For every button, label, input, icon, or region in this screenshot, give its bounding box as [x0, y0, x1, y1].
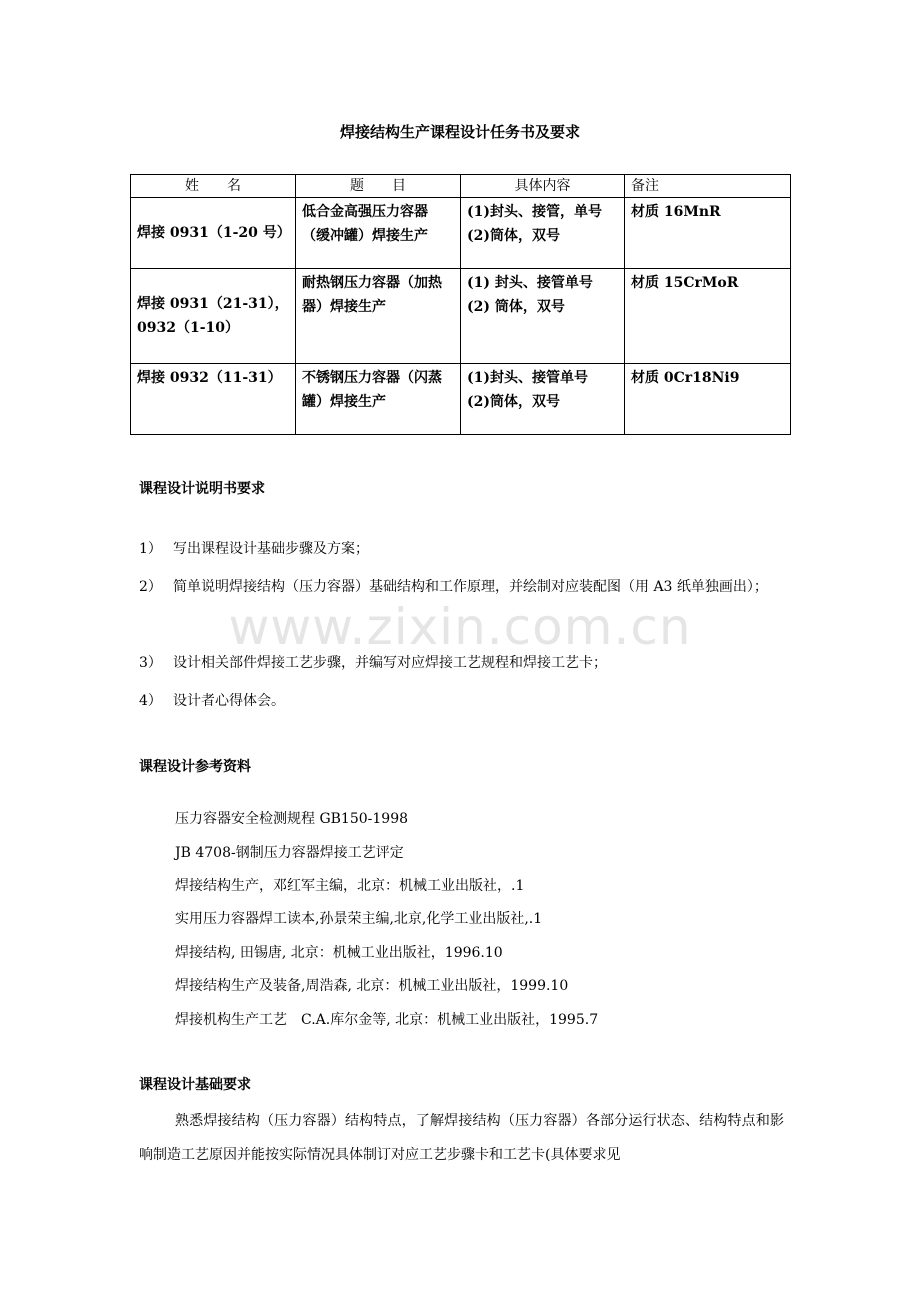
cell-note: 材质 0Cr18Ni9 [625, 364, 791, 435]
cell-topic: 低合金高强压力容器（缓冲罐）焊接生产 [296, 198, 461, 269]
cell-name: 焊接 0932（11-31） [131, 364, 296, 435]
content-line: (2) 筒体，双号 [467, 299, 565, 315]
section-heading-report: 课程设计说明书要求 [139, 481, 265, 497]
reference-item: JB 4708-钢制压力容器焊接工艺评定 [175, 845, 404, 861]
section-heading-references: 课程设计参考资料 [139, 759, 251, 775]
body-paragraph: 熟悉焊接结构（压力容器）结构特点，了解焊接结构（压力容器）各部分运行状态、结构特点和影响制造工艺原因并能按实际情况具体制订对应工艺步骤卡和工艺卡(具体要求见 [139, 1113, 784, 1163]
content-line: (2)筒体，双号 [467, 394, 560, 410]
document-title: 焊接结构生产课程设计任务书及要求 [339, 123, 580, 141]
reference-item: 压力容器安全检测规程 GB150-1998 [175, 811, 409, 827]
content-line: (1)封头、接管单号 [467, 370, 588, 386]
cell-topic: 不锈钢压力容器（闪蒸罐）焊接生产 [296, 364, 461, 435]
cell-name: 焊接 0931（1-20 号） [131, 198, 296, 269]
list-number: 1） [139, 541, 162, 557]
reference-item: 焊接结构, 田锡唐, 北京：机械工业出版社，1996.10 [175, 945, 503, 961]
table-header-row [131, 175, 791, 198]
list-number: 2） [139, 579, 162, 595]
assignment-table [130, 174, 791, 435]
reference-item: 焊接结构生产及装备,周浩森, 北京：机械工业出版社，1999.10 [175, 978, 569, 994]
cell-topic: 耐热钢压力容器（加热器）焊接生产 [296, 269, 461, 364]
cell-note: 材质 16MnR [625, 198, 791, 269]
list-item [139, 530, 799, 568]
list-text: 设计相关部件焊接工艺步骤，并编写对应焊接工艺规程和焊接工艺卡； [173, 655, 607, 671]
header-note: 备注 [625, 175, 791, 198]
reference-item: 实用压力容器焊工读本,孙景荣主编,北京,化学工业出版社,.1 [175, 911, 543, 927]
cell-content [461, 198, 625, 269]
list-item [139, 682, 799, 720]
list-text: 简单说明焊接结构（压力容器）基础结构和工作原理，并绘制对应装配图（用 A3 纸单独画出）； [173, 579, 768, 595]
watermark: www.zixin.com.cn [228, 598, 692, 656]
list-number: 4） [139, 693, 162, 709]
cell-content [461, 364, 625, 435]
content-line: (1) 封头、接管单号 [467, 275, 593, 291]
cell-name: 焊接 0931（21-31），0932（1-10） [131, 269, 296, 364]
list-number: 3） [139, 655, 162, 671]
header-content: 具体内容 [461, 175, 625, 198]
list-item [139, 568, 799, 644]
cell-note: 材质 15CrMoR [625, 269, 791, 364]
section-heading-basic-requirements: 课程设计基础要求 [139, 1077, 251, 1093]
list-item [139, 644, 799, 682]
table-row [131, 269, 791, 364]
reference-item: 焊接结构生产，邓红军主编，北京：机械工业出版社，.1 [175, 878, 525, 894]
content-line: (2)筒体，双号 [467, 228, 560, 244]
header-topic: 题 目 [296, 175, 461, 198]
header-name: 姓 名 [131, 175, 296, 198]
table-row [131, 364, 791, 435]
cell-content [461, 269, 625, 364]
list-text: 写出课程设计基础步骤及方案； [173, 541, 369, 557]
content-line: (1)封头、接管，单号 [467, 204, 602, 220]
list-text: 设计者心得体会。 [173, 693, 285, 709]
reference-item: 焊接机构生产工艺 C.A.库尔金等, 北京：机械工业出版社，1995.7 [175, 1012, 599, 1028]
table-row [131, 198, 791, 269]
